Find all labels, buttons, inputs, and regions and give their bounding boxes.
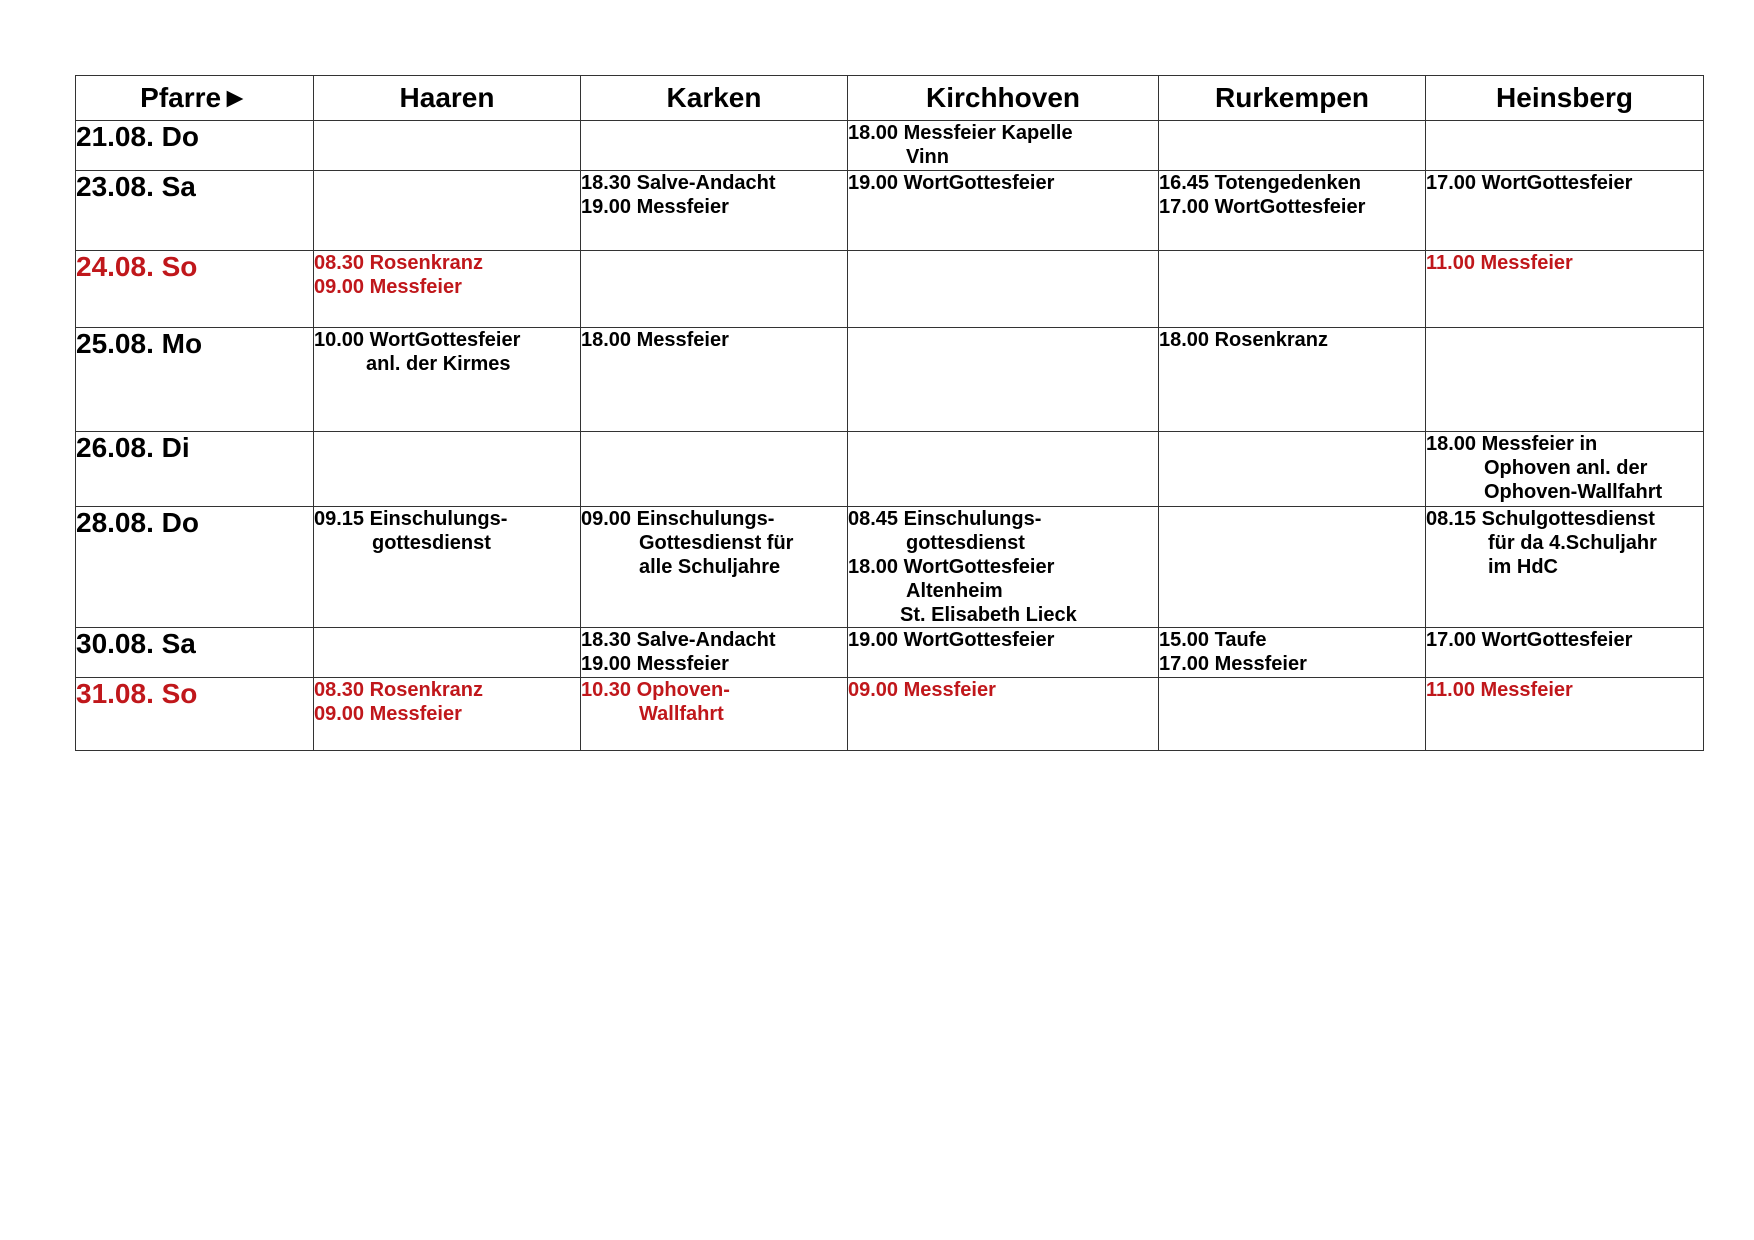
entry: 19.00 WortGottesfeier (848, 629, 1055, 651)
cell-rurkempen (1159, 628, 1426, 678)
cell-rurkempen (1159, 121, 1426, 171)
cell-heinsberg (1426, 628, 1704, 678)
cell-karken (581, 432, 848, 507)
entry-continuation: gottesdienst (906, 532, 1025, 554)
entry: 19.00 Messfeier (581, 196, 729, 218)
entry-continuation: alle Schuljahre (639, 556, 781, 578)
entry-continuation: anl. der Kirmes (366, 353, 511, 375)
day-label: 26.08. Di (76, 432, 314, 507)
table-row (76, 121, 1704, 171)
entry: 18.00 Rosenkranz (1159, 329, 1328, 351)
entry: 15.00 Taufe (1159, 629, 1267, 651)
cell-rurkempen (1159, 507, 1426, 628)
entry-continuation: Wallfahrt (639, 703, 724, 725)
entry-continuation: Gottesdienst für (639, 532, 794, 554)
cell-heinsberg (1426, 507, 1704, 628)
cell-haaren (314, 432, 581, 507)
entry: 09.00 Messfeier (314, 276, 462, 298)
entry-continuation: Vinn (906, 146, 949, 168)
entry: 17.00 WortGottesfeier (1159, 196, 1366, 218)
entry: 16.45 Totengedenken (1159, 172, 1361, 194)
day-label: 25.08. Mo (76, 328, 314, 432)
cell-kirchhoven (848, 328, 1159, 432)
cell-karken (581, 628, 848, 678)
cell-heinsberg (1426, 678, 1704, 751)
header-rurkempen: Rurkempen (1159, 76, 1426, 121)
table-row (76, 678, 1704, 751)
cell-karken (581, 328, 848, 432)
entry-continuation: für da 4.Schuljahr (1488, 532, 1657, 554)
mass-schedule-table (75, 75, 1704, 751)
table-row (76, 328, 1704, 432)
header-corner: Pfarre► (76, 76, 314, 121)
cell-karken (581, 121, 848, 171)
entry: 10.30 Ophoven- (581, 679, 730, 701)
entry: 18.00 Messfeier Kapelle (848, 122, 1073, 144)
entry: 11.00 Messfeier (1426, 252, 1573, 274)
entry: 08.30 Rosenkranz (314, 679, 483, 701)
entry: 10.00 WortGottesfeier (314, 329, 521, 351)
cell-kirchhoven (848, 507, 1159, 628)
header-heinsberg: Heinsberg (1426, 76, 1704, 121)
cell-kirchhoven (848, 432, 1159, 507)
entry: 18.00 WortGottesfeier (848, 556, 1055, 578)
cell-heinsberg (1426, 121, 1704, 171)
table-row (76, 171, 1704, 251)
entry: 08.15 Schulgottesdienst (1426, 508, 1655, 530)
entry: 11.00 Messfeier (1426, 679, 1573, 701)
cell-haaren (314, 251, 581, 328)
cell-rurkempen (1159, 171, 1426, 251)
header-kirchhoven: Kirchhoven (848, 76, 1159, 121)
cell-kirchhoven (848, 628, 1159, 678)
entry: 18.30 Salve-Andacht (581, 629, 776, 651)
cell-haaren (314, 328, 581, 432)
header-karken: Karken (581, 76, 848, 121)
day-label: 30.08. Sa (76, 628, 314, 678)
cell-karken (581, 251, 848, 328)
entry: 18.30 Salve-Andacht (581, 172, 776, 194)
entry: 19.00 Messfeier (581, 653, 729, 675)
entry: 19.00 WortGottesfeier (848, 172, 1055, 194)
cell-rurkempen (1159, 678, 1426, 751)
entry-continuation: im HdC (1488, 556, 1558, 578)
cell-haaren (314, 678, 581, 751)
cell-kirchhoven (848, 171, 1159, 251)
cell-karken (581, 507, 848, 628)
header-row (76, 76, 1704, 121)
entry-continuation: gottesdienst (372, 532, 491, 554)
entry: 18.00 Messfeier (581, 329, 729, 351)
table-row (76, 507, 1704, 628)
day-label: 23.08. Sa (76, 171, 314, 251)
cell-haaren (314, 628, 581, 678)
cell-kirchhoven (848, 251, 1159, 328)
cell-heinsberg (1426, 328, 1704, 432)
entry: 17.00 WortGottesfeier (1426, 629, 1633, 651)
cell-karken (581, 171, 848, 251)
table-row (76, 251, 1704, 328)
cell-rurkempen (1159, 432, 1426, 507)
cell-rurkempen (1159, 328, 1426, 432)
entry: 09.00 Messfeier (848, 679, 996, 701)
entry-continuation: Ophoven anl. der (1484, 457, 1648, 479)
cell-kirchhoven (848, 678, 1159, 751)
entry-continuation: Ophoven-Wallfahrt (1484, 481, 1663, 503)
table-row (76, 432, 1704, 507)
cell-heinsberg (1426, 171, 1704, 251)
entry-continuation: St. Elisabeth Lieck (900, 604, 1077, 626)
cell-haaren (314, 171, 581, 251)
cell-heinsberg (1426, 432, 1704, 507)
entry: 08.45 Einschulungs- (848, 508, 1042, 530)
entry: 09.00 Messfeier (314, 703, 462, 725)
entry: 17.00 Messfeier (1159, 653, 1307, 675)
header-haaren: Haaren (314, 76, 581, 121)
table-row (76, 628, 1704, 678)
cell-karken (581, 678, 848, 751)
cell-kirchhoven (848, 121, 1159, 171)
entry: 09.00 Einschulungs- (581, 508, 775, 530)
day-label: 21.08. Do (76, 121, 314, 171)
day-label: 28.08. Do (76, 507, 314, 628)
entry-continuation: Altenheim (906, 580, 1003, 602)
day-label: 24.08. So (76, 251, 314, 328)
cell-rurkempen (1159, 251, 1426, 328)
cell-heinsberg (1426, 251, 1704, 328)
cell-haaren (314, 121, 581, 171)
cell-haaren (314, 507, 581, 628)
entry: 18.00 Messfeier in (1426, 433, 1598, 455)
entry: 08.30 Rosenkranz (314, 252, 483, 274)
day-label: 31.08. So (76, 678, 314, 751)
entry: 09.15 Einschulungs- (314, 508, 508, 530)
entry: 17.00 WortGottesfeier (1426, 172, 1633, 194)
